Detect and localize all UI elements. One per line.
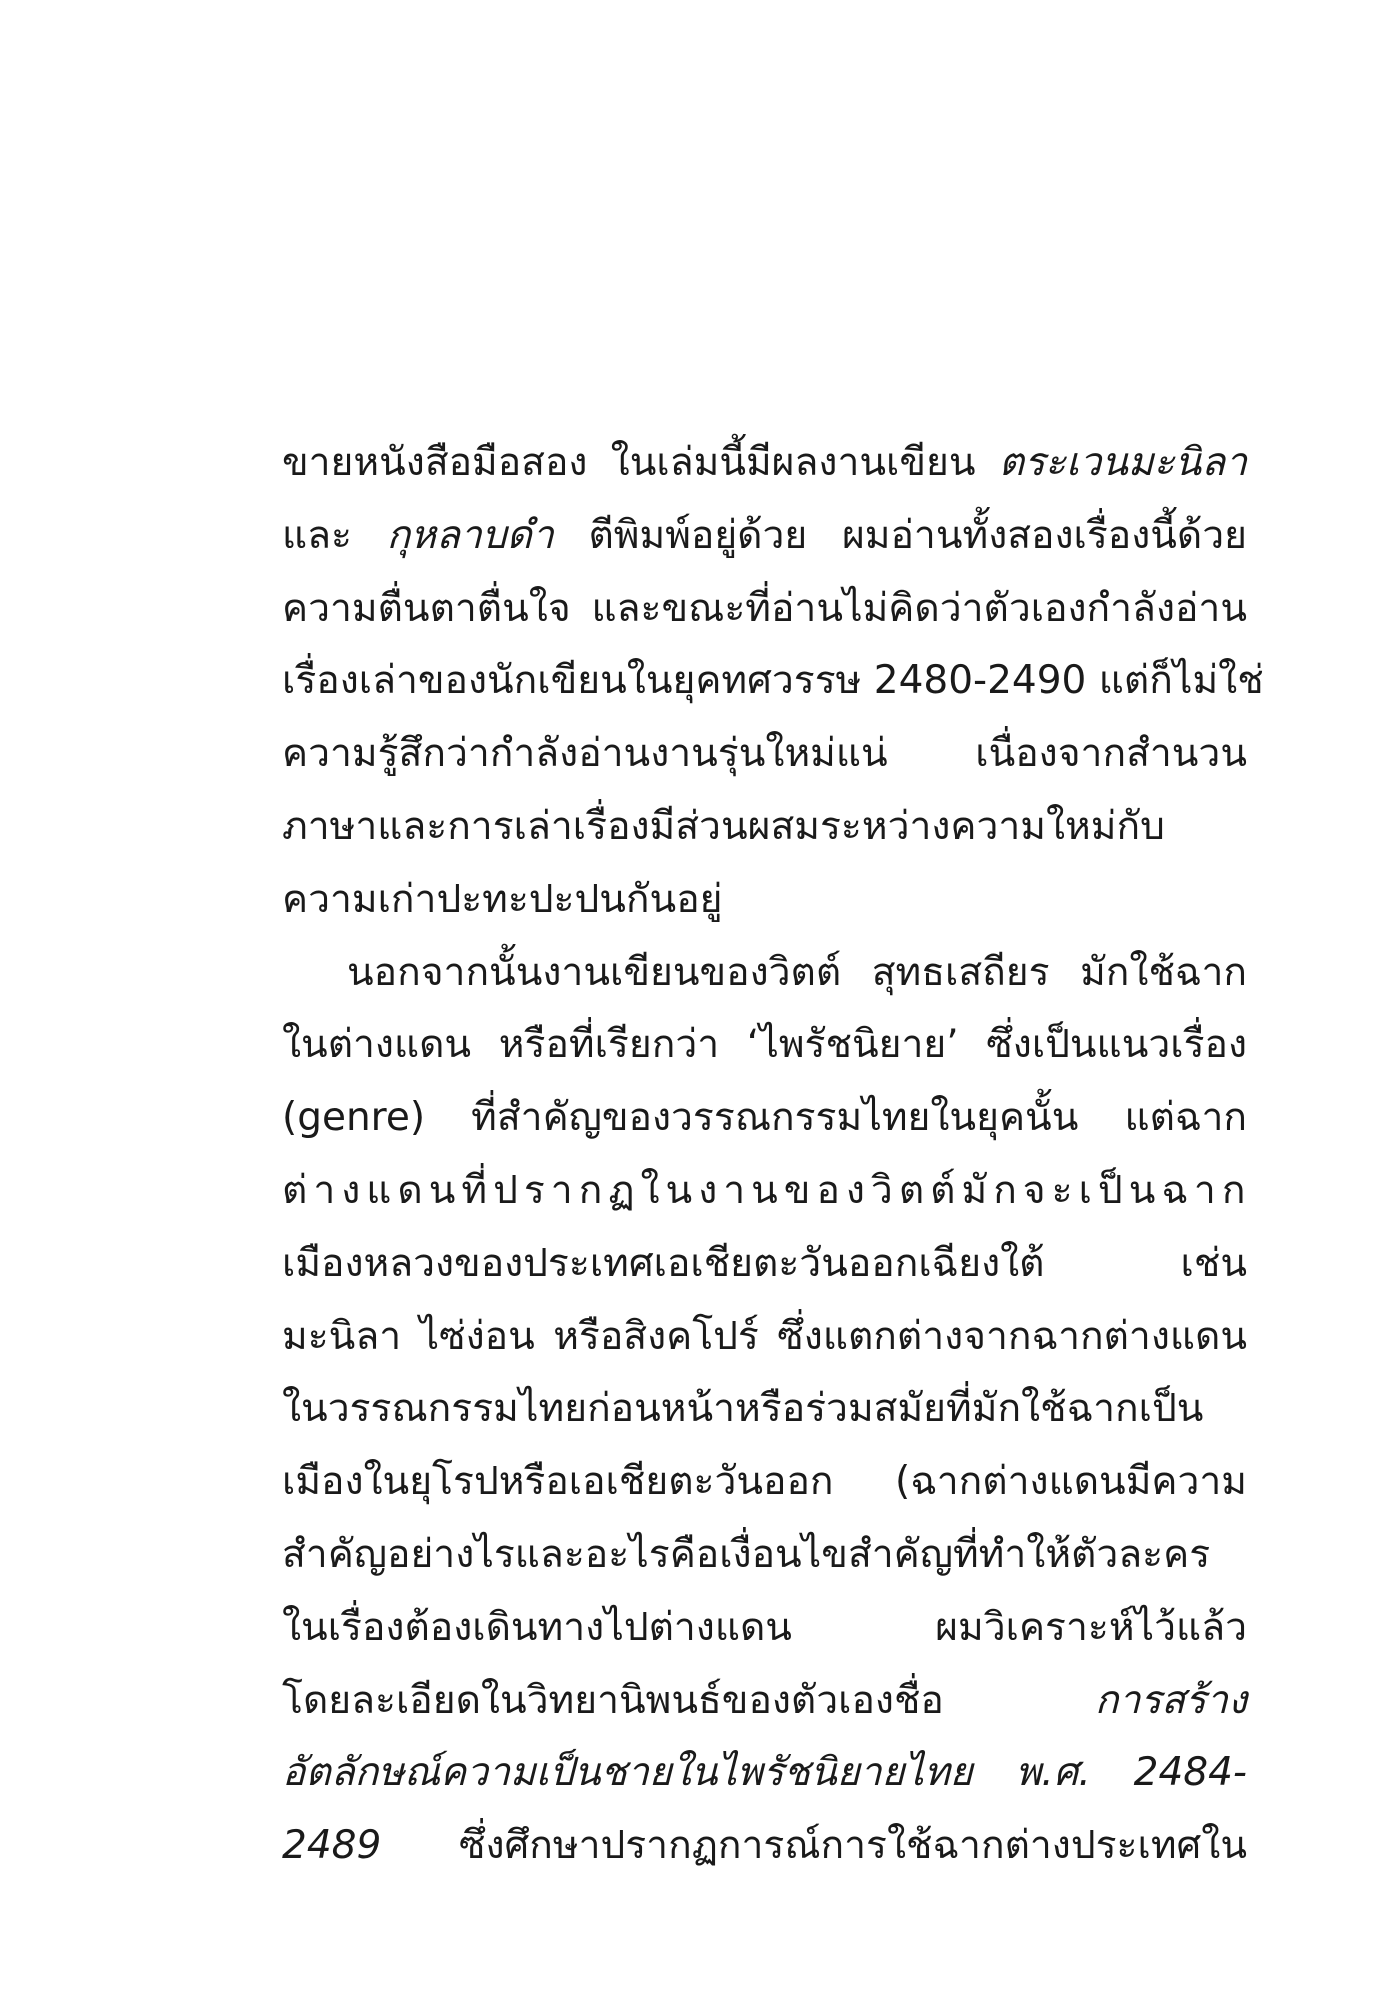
thesis-title-italic: 2489 bbox=[282, 1823, 382, 1869]
text-line: เรื่องเล่าของนักเขียนในยุคทศวรรษ 2480-2490 แต่ก็ไม่ใช่ bbox=[282, 658, 1264, 704]
text-line bbox=[282, 427, 1247, 500]
text-line: ในต่างแดน หรือที่เรียกว่า ‘ไพรัชนิยาย’ ซึ่งเป็นแนวเรื่อง bbox=[282, 1022, 1247, 1068]
text-line: ต่างแดนที่ปรากฏในงานของวิตต์มักจะเป็นฉาก bbox=[282, 1167, 1252, 1213]
book-title-italic: ตระเวนมะนิลา bbox=[998, 440, 1247, 485]
text-line: ความตื่นตาตื่นใจ และขณะที่อ่านไม่คิดว่าตัวเองกำลังอ่าน bbox=[282, 585, 1247, 631]
text-line: (genre) ที่สำคัญของวรรณกรรมไทยในยุคนั้น แต่ฉาก bbox=[282, 1095, 1247, 1141]
text-line: สำคัญอย่างไรและอะไรคือเงื่อนไขสำคัญที่ทำให้ตัวละคร bbox=[282, 1531, 1211, 1577]
thesis-title-italic: พ.ศ. 2484- bbox=[972, 1750, 1247, 1796]
paragraph-2 bbox=[282, 937, 1252, 1883]
text-line: ความรู้สึกว่ากำลังอ่านงานรุ่นใหม่แน่ เนื่องจากสำนวน bbox=[282, 731, 1247, 777]
thesis-title-italic: อัตลักษณ์ความเป็นชายในไพรัชนิยายไทย bbox=[282, 1750, 973, 1796]
text-line bbox=[282, 1665, 1247, 1738]
text-segment: โดยละเอียดในวิทยานิพนธ์ของตัวเองชื่อ bbox=[282, 1677, 1095, 1723]
text-line: ความเก่าปะทะปะปนกันอยู่ bbox=[282, 876, 723, 922]
text-segment: ตีพิมพ์อยู่ด้วย ผมอ่านทั้งสองเรื่องนี้ด้วย bbox=[553, 512, 1247, 558]
text-line: ในวรรณกรรมไทยก่อนหน้าหรือร่วมสมัยที่มักใช้ฉากเป็น bbox=[282, 1386, 1204, 1432]
thesis-title-italic: การสร้าง bbox=[1094, 1677, 1247, 1723]
text-line bbox=[282, 500, 1247, 573]
text-line bbox=[282, 1810, 1247, 1883]
text-line bbox=[282, 1737, 1247, 1810]
text-line: มะนิลา ไซ่ง่อน หรือสิงคโปร์ ซึ่งแตกต่างจากฉากต่างแดน bbox=[282, 1313, 1247, 1359]
book-title-italic: กุหลาบดำ bbox=[386, 512, 554, 558]
paragraph-1 bbox=[282, 427, 1264, 937]
text-segment: และ bbox=[282, 512, 387, 558]
text-line: ภาษาและการเล่าเรื่องมีส่วนผสมระหว่างความใหม่กับ bbox=[282, 803, 1165, 849]
text-line: เมืองหลวงของประเทศเอเชียตะวันออกเฉียงใต้ เช่น bbox=[282, 1240, 1247, 1286]
text-segment: ขายหนังสือมือสอง ในเล่มนี้มีผลงานเขียน bbox=[282, 440, 999, 485]
text-segment: ซึ่งศึกษาปรากฏการณ์การใช้ฉากต่างประเทศใน bbox=[381, 1823, 1247, 1869]
text-line: เมืองในยุโรปหรือเอเชียตะวันออก (ฉากต่างแดนมีความ bbox=[282, 1459, 1247, 1505]
text-line: นอกจากนั้นงานเขียนของวิตต์ สุทธเสถียร มักใช้ฉาก bbox=[347, 949, 1247, 995]
text-line: ในเรื่องต้องเดินทางไปต่างแดน ผมวิเคราะห์ไว้แล้ว bbox=[282, 1604, 1247, 1650]
body-text bbox=[282, 427, 1264, 1883]
